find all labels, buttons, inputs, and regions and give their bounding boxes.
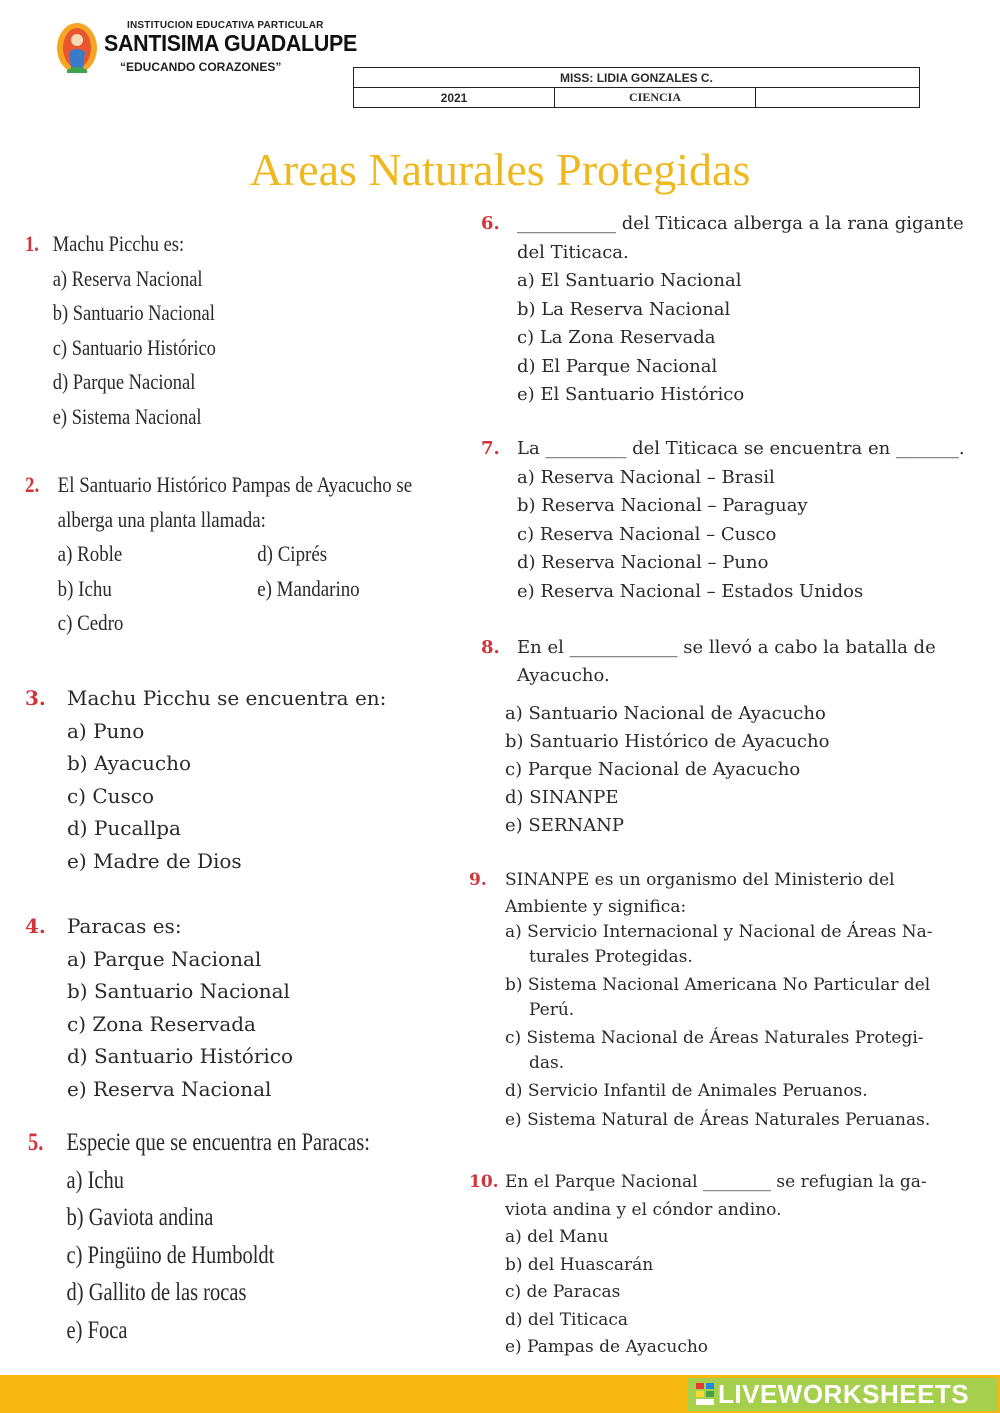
- subject-cell: CIENCIA: [555, 88, 756, 108]
- question-7: [481, 435, 965, 606]
- question-5: [28, 1124, 445, 1349]
- question-text: El Santuario Histórico Pampas de Ayacucho se: [57, 472, 413, 497]
- option[interactable]: b) La Reserva Nacional: [517, 298, 731, 320]
- blank-cell: [756, 88, 920, 108]
- option-continuation: turales Protegidas.: [529, 946, 693, 967]
- question-number: 1.: [25, 231, 39, 256]
- question-text: Ayacucho.: [517, 665, 610, 686]
- question-text: Machu Picchu se encuentra en:: [67, 686, 387, 710]
- option[interactable]: b) Reserva Nacional – Paraguay: [517, 495, 808, 516]
- school-motto: “EDUCANDO CORAZONES”: [120, 60, 282, 74]
- option[interactable]: e) Reserva Nacional – Estados Unidos: [517, 580, 864, 602]
- question-number: 9.: [469, 870, 487, 890]
- option[interactable]: a) Parque Nacional: [67, 946, 262, 971]
- year-cell: 2021: [354, 88, 555, 108]
- option[interactable]: d) Santuario Histórico: [67, 1044, 294, 1068]
- option[interactable]: c) Zona Reservada: [67, 1011, 256, 1036]
- option[interactable]: a) Reserva Nacional – Brasil: [517, 466, 775, 488]
- question-number: 3.: [25, 686, 46, 710]
- option[interactable]: b) del Huascarán: [505, 1254, 654, 1275]
- question-number: 4.: [25, 914, 46, 938]
- option[interactable]: a) Reserva Nacional: [52, 265, 203, 291]
- question-2: [25, 468, 475, 641]
- option[interactable]: e) Foca: [66, 1316, 128, 1344]
- question-6: [481, 210, 964, 410]
- option[interactable]: e) Sistema Natural de Áreas Naturales Peruanas.: [505, 1109, 931, 1130]
- option[interactable]: a) Santuario Nacional de Ayacucho: [505, 703, 826, 724]
- question-text: Especie que se encuentra en Paracas:: [66, 1129, 370, 1156]
- option[interactable]: a) Roble: [57, 541, 123, 567]
- question-number: 5.: [28, 1129, 44, 1156]
- question-text: viota andina y el cóndor andino.: [505, 1199, 782, 1220]
- option[interactable]: e) El Santuario Histórico: [517, 384, 745, 405]
- option[interactable]: c) Sistema Nacional de Áreas Naturales Protegi-: [505, 1028, 924, 1048]
- question-3: [25, 682, 386, 877]
- option[interactable]: c) Pingüino de Humboldt: [66, 1241, 275, 1269]
- option[interactable]: a) Servicio Internacional y Nacional de Áreas Na-: [505, 922, 933, 942]
- question-text: La _________ del Titicaca se encuentra en _______.: [517, 438, 965, 459]
- question-4: [25, 910, 293, 1105]
- option[interactable]: c) La Zona Reservada: [517, 327, 716, 348]
- info-table: [353, 67, 920, 108]
- option-continuation: Perú.: [529, 999, 575, 1020]
- option[interactable]: e) Reserva Nacional: [67, 1076, 272, 1101]
- option[interactable]: d) Parque Nacional: [52, 369, 196, 395]
- option[interactable]: b) Santuario Nacional: [67, 979, 290, 1003]
- question-number: 7.: [481, 438, 500, 459]
- liveworksheets-brand[interactable]: LIVEWORKSHEETS: [718, 1379, 970, 1409]
- option[interactable]: b) Gaviota andina: [66, 1204, 214, 1231]
- question-text: Ambiente y significa:: [505, 896, 687, 917]
- option[interactable]: e) SERNANP: [505, 815, 625, 836]
- question-text: del Titicaca.: [517, 241, 629, 263]
- option[interactable]: b) Santuario Histórico de Ayacucho: [505, 731, 830, 752]
- option[interactable]: b) Santuario Nacional: [52, 300, 215, 326]
- option[interactable]: c) Cusco: [67, 783, 155, 808]
- option[interactable]: e) Sistema Nacional: [52, 403, 202, 429]
- question-text: En el ____________ se llevó a cabo la batalla de: [517, 637, 936, 658]
- question-number: 6.: [481, 213, 500, 234]
- option[interactable]: e) Mandarino: [257, 575, 360, 601]
- liveworksheets-logo-icon: [696, 1383, 714, 1405]
- option[interactable]: d) Reserva Nacional – Puno: [517, 552, 769, 573]
- school-subtitle: INSTITUCION EDUCATIVA PARTICULAR: [127, 20, 324, 31]
- option[interactable]: a) del Manu: [505, 1227, 609, 1247]
- question-text: En el Parque Nacional ________ se refugian la ga-: [505, 1172, 927, 1192]
- option[interactable]: d) Ciprés: [257, 541, 328, 567]
- option[interactable]: d) Servicio Infantil de Animales Peruanos.: [505, 1081, 868, 1101]
- option[interactable]: d) SINANPE: [505, 787, 619, 808]
- teacher-cell: MISS: LIDIA GONZALES C.: [354, 68, 920, 88]
- option[interactable]: d) del Titicaca: [505, 1309, 629, 1330]
- question-text: SINANPE es un organismo del Ministerio del: [505, 870, 895, 890]
- option[interactable]: d) Gallito de las rocas: [66, 1279, 247, 1306]
- option[interactable]: e) Pampas de Ayacucho: [505, 1337, 709, 1357]
- school-logo: [55, 22, 99, 74]
- option[interactable]: c) Cedro: [57, 610, 124, 636]
- option[interactable]: a) Puno: [67, 718, 145, 743]
- option[interactable]: d) Pucallpa: [67, 816, 181, 840]
- option[interactable]: c) de Paracas: [505, 1282, 621, 1302]
- question-text: Machu Picchu es:: [52, 231, 185, 256]
- option[interactable]: b) Ayacucho: [67, 751, 192, 775]
- question-10: [469, 1169, 927, 1362]
- page-title: Areas Naturales Protegidas: [249, 144, 751, 195]
- question-text: ___________ del Titicaca alberga a la rana gigante: [517, 213, 964, 234]
- question-number: 10.: [469, 1172, 499, 1192]
- question-text: alberga una planta llamada:: [57, 506, 266, 532]
- option-continuation: das.: [529, 1052, 565, 1073]
- question-number: 8.: [481, 637, 500, 658]
- question-9: [469, 867, 933, 1132]
- option[interactable]: b) Sistema Nacional Americana No Particular del: [505, 975, 931, 995]
- option[interactable]: c) Santuario Histórico: [52, 334, 216, 360]
- question-number: 2.: [25, 472, 40, 497]
- question-8: [481, 634, 936, 840]
- option[interactable]: a) Ichu: [66, 1166, 125, 1194]
- question-1: [25, 227, 252, 435]
- question-text: Paracas es:: [67, 914, 182, 938]
- option[interactable]: e) Madre de Dios: [67, 848, 242, 873]
- option[interactable]: d) El Parque Nacional: [517, 355, 718, 377]
- school-name: SANTISIMA GUADALUPE: [104, 30, 357, 56]
- option[interactable]: c) Parque Nacional de Ayacucho: [505, 759, 801, 780]
- option[interactable]: b) Ichu: [57, 575, 112, 601]
- option[interactable]: c) Reserva Nacional – Cusco: [517, 523, 777, 545]
- option[interactable]: a) El Santuario Nacional: [517, 270, 742, 291]
